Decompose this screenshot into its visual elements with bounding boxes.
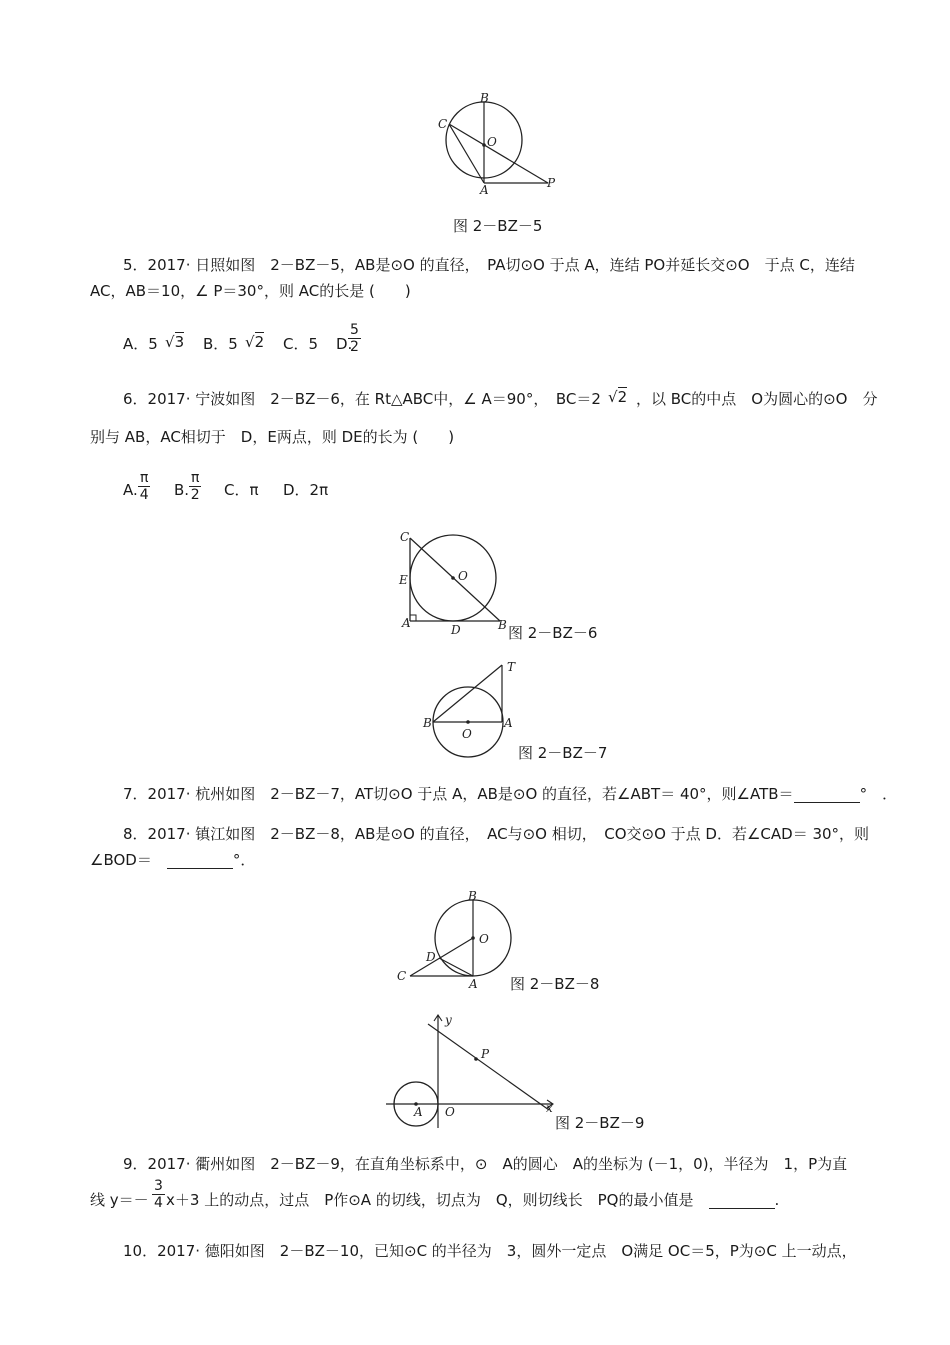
label-a-fig8: A (469, 977, 478, 991)
q8-line2-start: ∠BOD＝ (90, 851, 152, 869)
q10-line1: 10．2017· 德阳如图 2－BZ－10，已知⊙C 的半径为 3，圆外一定点 O满足 OC＝5，P为⊙C 上一动点， (123, 1242, 857, 1260)
caption-fig6: 图 2－BZ－6 (508, 624, 598, 642)
label-d-fig8: D (426, 950, 436, 964)
line-y-eq-fig9 (428, 1024, 549, 1110)
q6-option-a-fraction: $\frac{\pi}{4}$ (139, 470, 149, 503)
label-a-fig6: A (402, 616, 411, 630)
q6-option-b: B. (174, 481, 190, 499)
q6-option-a: A. (123, 481, 138, 499)
label-b-fig6: B (498, 618, 507, 632)
q5-line1: 5．2017· 日照如图 2－BZ－5，AB是⊙O 的直径， PA切⊙O 于点 A，连结 PO并延长交⊙O 于点 C，连结 (123, 256, 855, 274)
caption-fig8: 图 2－BZ－8 (510, 975, 600, 993)
q9-fraction: $\frac{3}{4}$ (154, 1178, 163, 1211)
q9-answer-blank[interactable] (709, 1194, 775, 1209)
q5-option-a: A．5 (123, 335, 158, 353)
label-o-fig5: O (487, 135, 497, 149)
label-a-fig9: A (414, 1105, 423, 1119)
label-x-fig9: x (546, 1101, 553, 1115)
q5-option-d-fraction: $\frac{5}{2}$ (350, 322, 359, 355)
q9-line2b (166, 1191, 779, 1209)
label-p-fig5: P (547, 176, 556, 190)
label-d-fig6: D (451, 623, 461, 637)
q6-line2: 别与 AB，AC相切于 D，E两点，则 DE的长为 ( ) (90, 428, 455, 446)
q9-line2-body: x＋3 上的动点，过点 P作⊙A 的切线，切点为 Q，则切线长 PQ的最小值是 (166, 1191, 694, 1209)
label-o-fig8: O (479, 932, 489, 946)
q9-line2a: 线 y＝－ (90, 1191, 149, 1209)
q6-option-c: C．π (224, 481, 259, 499)
q6-sqrt: √2 (608, 388, 628, 406)
q8-line2-end: °． (232, 851, 256, 869)
q7-tail: ° ． (859, 785, 898, 803)
label-o-fig7: O (462, 727, 472, 741)
label-y-fig9: y (445, 1013, 452, 1027)
q5-option-c: C．5 (283, 335, 319, 353)
q6-line1b: ，以 BC的中点 O为圆心的⊙O 分 (636, 390, 878, 408)
label-c-fig5: C (438, 117, 448, 131)
label-b-fig5: B (480, 91, 489, 105)
label-a-fig5: A (480, 183, 489, 197)
q8-line1: 8．2017· 镇江如图 2－BZ－8，AB是⊙O 的直径， AC与⊙O 相切， CO交⊙O 于点 D．若∠CAD＝ 30°，则 (123, 825, 870, 843)
q6-option-b-fraction: $\frac{\pi}{2}$ (190, 470, 200, 503)
label-t-fig7: T (507, 660, 516, 674)
label-a-fig7: A (504, 716, 513, 730)
q5-option-b: B．5 (203, 335, 238, 353)
q9-line2-end: . (774, 1191, 780, 1209)
q5-option-a-sqrt: √3 (165, 333, 185, 351)
point-p-fig9 (474, 1057, 478, 1061)
caption-fig7: 图 2－BZ－7 (518, 744, 608, 762)
label-b-fig8: B (468, 889, 477, 903)
q5-option-d: D. (336, 335, 353, 353)
label-c-fig8: C (397, 969, 407, 983)
label-e-fig6: E (399, 573, 408, 587)
q7-body: 7．2017· 杭州如图 2－BZ－7，AT切⊙O 于点 A，AB是⊙O 的直径，若∠ABT＝ 40°，则∠ATB＝ (123, 785, 794, 803)
label-b-fig7: B (423, 716, 432, 730)
label-o-fig9: O (445, 1105, 455, 1119)
caption-fig5: 图 2－BZ－5 (453, 217, 543, 235)
q9-line1: 9．2017· 衢州如图 2－BZ－9，在直角坐标系中，⊙ A的圆心 A的坐标为 (－1，0)，半径为 1，P为直 (123, 1155, 848, 1173)
caption-fig9: 图 2－BZ－9 (555, 1114, 645, 1132)
q5-option-b-sqrt: √2 (245, 333, 265, 351)
label-c-fig6: C (400, 530, 410, 544)
q5-line2: AC，AB＝10，∠ P＝30°，则 AC的长是 ( ) (90, 282, 411, 300)
q6-line1a: 6．2017· 宁波如图 2－BZ－6，在 Rt△ABC中，∠ A＝90°， BC＝2 (123, 390, 601, 408)
label-p-fig9: P (481, 1047, 490, 1061)
label-o-fig6: O (458, 569, 468, 583)
q6-option-d: D．2π (283, 481, 329, 499)
